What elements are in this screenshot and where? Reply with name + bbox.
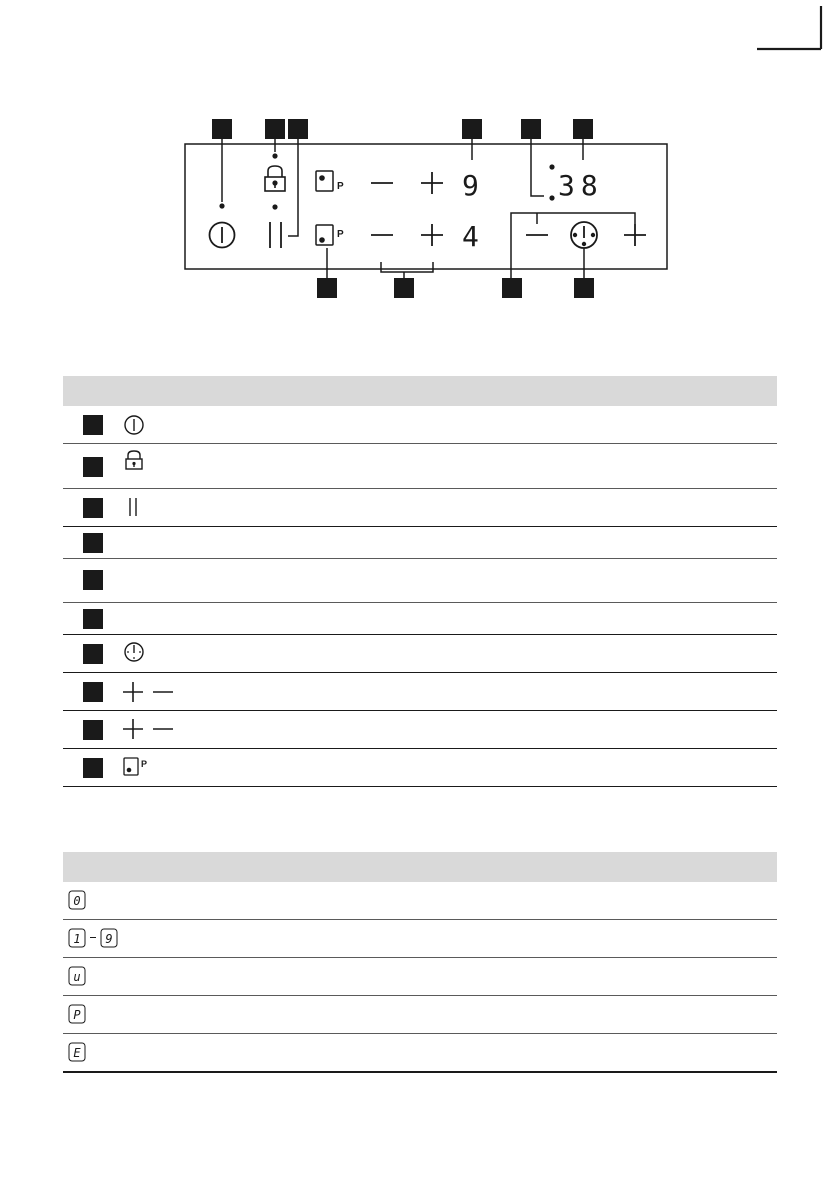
power-boost-icon (316, 171, 344, 192)
page-turn-arrow-icon (755, 4, 825, 54)
power-level-display-bottom: 4 (462, 220, 479, 253)
callout-1 (212, 119, 232, 139)
callout-square (83, 533, 103, 553)
callout-square (83, 457, 103, 477)
lock-icon (265, 166, 285, 191)
callout-square (83, 720, 103, 740)
table-row (63, 635, 777, 673)
table-row (63, 406, 777, 444)
svg-text:P: P (337, 229, 344, 240)
callout-square (83, 644, 103, 664)
callout-square (83, 570, 103, 590)
power-icon (210, 223, 235, 248)
power-icon (123, 414, 145, 436)
sensor-field-table (63, 376, 777, 787)
callout-6 (573, 119, 593, 139)
display-table (63, 852, 777, 1073)
table-row (63, 489, 777, 527)
pause-icon (270, 222, 281, 248)
callout-square (83, 758, 103, 778)
callout-square (83, 498, 103, 518)
svg-text:1: 1 (73, 932, 81, 946)
callout-2 (265, 119, 285, 139)
callout-square (83, 415, 103, 435)
table-row (63, 1034, 777, 1073)
display-glyph (68, 928, 86, 953)
display-glyph (100, 928, 118, 953)
callout-9 (394, 278, 414, 298)
timer-icon (571, 222, 597, 248)
svg-text:0: 0 (73, 894, 81, 908)
callout-3 (288, 119, 308, 139)
pause-icon (123, 496, 145, 518)
display-glyph (68, 890, 86, 915)
callout-square (83, 609, 103, 629)
callout-10 (317, 278, 337, 298)
display-glyph (68, 1042, 86, 1067)
callout-square (83, 682, 103, 702)
plus-icon (421, 172, 443, 194)
table-row (63, 958, 777, 996)
table-header (63, 852, 777, 882)
plus-icon (421, 224, 443, 246)
svg-text:P: P (73, 1008, 81, 1022)
table-row (63, 996, 777, 1034)
callout-4 (462, 119, 482, 139)
svg-text:9: 9 (105, 932, 113, 946)
table-row (63, 444, 777, 489)
svg-text:P: P (141, 759, 148, 769)
svg-text:E: E (73, 1046, 81, 1060)
control-panel-frame (185, 144, 667, 269)
table-row (63, 673, 777, 711)
callout-7 (574, 278, 594, 298)
display-glyph (68, 1004, 86, 1029)
table-row (63, 749, 777, 787)
plus-icon (624, 224, 646, 246)
table-header (63, 376, 777, 406)
power-boost-icon (123, 756, 153, 778)
table-row (63, 711, 777, 749)
control-panel-diagram (180, 114, 675, 300)
table-row (63, 882, 777, 920)
timer-icon (123, 641, 145, 663)
table-row (63, 559, 777, 603)
display-glyph (68, 966, 86, 991)
lock-icon (123, 449, 145, 471)
callout-8 (502, 278, 522, 298)
plus-minus-icon (123, 681, 175, 703)
svg-text:P: P (337, 181, 344, 192)
svg-text:u: u (73, 970, 81, 984)
table-row (63, 603, 777, 635)
table-row (63, 527, 777, 559)
table-row (63, 920, 777, 958)
power-level-display-top: 9 (462, 169, 479, 202)
callout-5 (521, 119, 541, 139)
timer-display: 38 (558, 169, 604, 202)
power-boost-icon (316, 225, 344, 245)
range-dash (90, 937, 96, 938)
plus-minus-icon (123, 718, 175, 740)
